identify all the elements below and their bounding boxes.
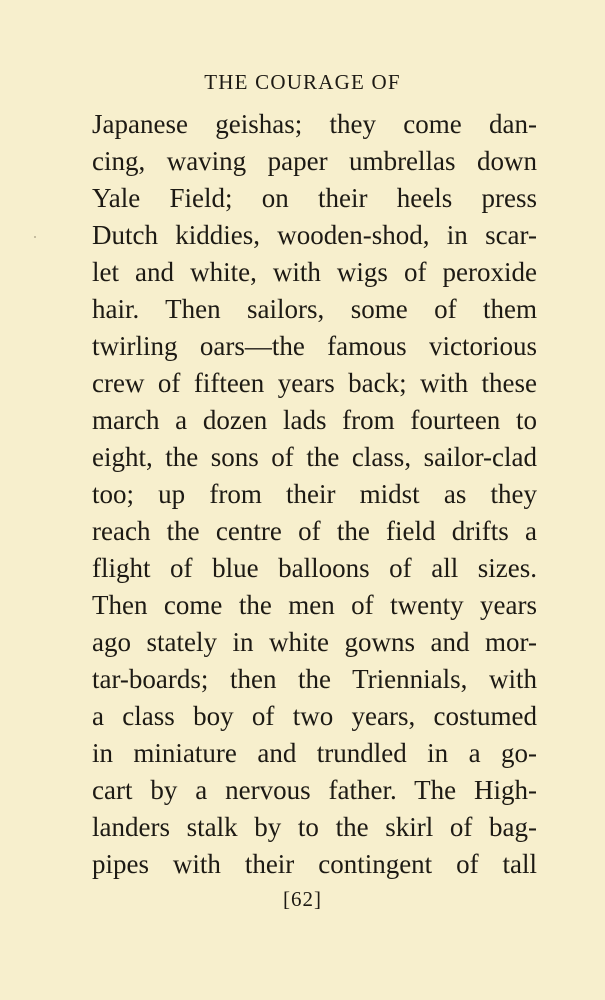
text-line: twirling oars—the famous victorious [92,331,537,361]
text-line: hair. Then sailors, some of them [92,294,537,324]
running-head: THE COURAGE OF [204,70,401,94]
text-line: march a dozen lads from fourteen to [92,405,537,435]
text-line: too; up from their midst as they [92,479,537,509]
text-line: Japanese geishas; they come dan- [92,109,537,139]
text-line: in miniature and trundled in a go- [92,738,537,768]
text-line: ago stately in white gowns and mor- [92,627,537,657]
text-line: Yale Field; on their heels press [92,183,537,213]
text-line: flight of blue balloons of all sizes. [92,553,537,583]
body-text [92,106,537,883]
text-line: reach the centre of the field drifts a [92,516,537,546]
text-line: cing, waving paper umbrellas down [92,146,537,176]
text-line: tar-boards; then the Triennials, with [92,664,537,694]
margin-speck [34,236,36,238]
text-line: eight, the sons of the class, sailor-clad [92,442,537,472]
text-line: Then come the men of twenty years [92,590,537,620]
text-line: landers stalk by to the skirl of bag- [92,812,537,842]
text-line: crew of fifteen years back; with these [92,368,537,398]
text-line: a class boy of two years, costumed [92,701,537,731]
text-line: pipes with their contingent of tall [92,849,537,879]
text-line: cart by a nervous father. The High- [92,775,537,805]
text-line: let and white, with wigs of peroxide [92,257,537,287]
text-line: Dutch kiddies, wooden-shod, in scar- [92,220,537,250]
page-number: [62] [283,887,322,911]
